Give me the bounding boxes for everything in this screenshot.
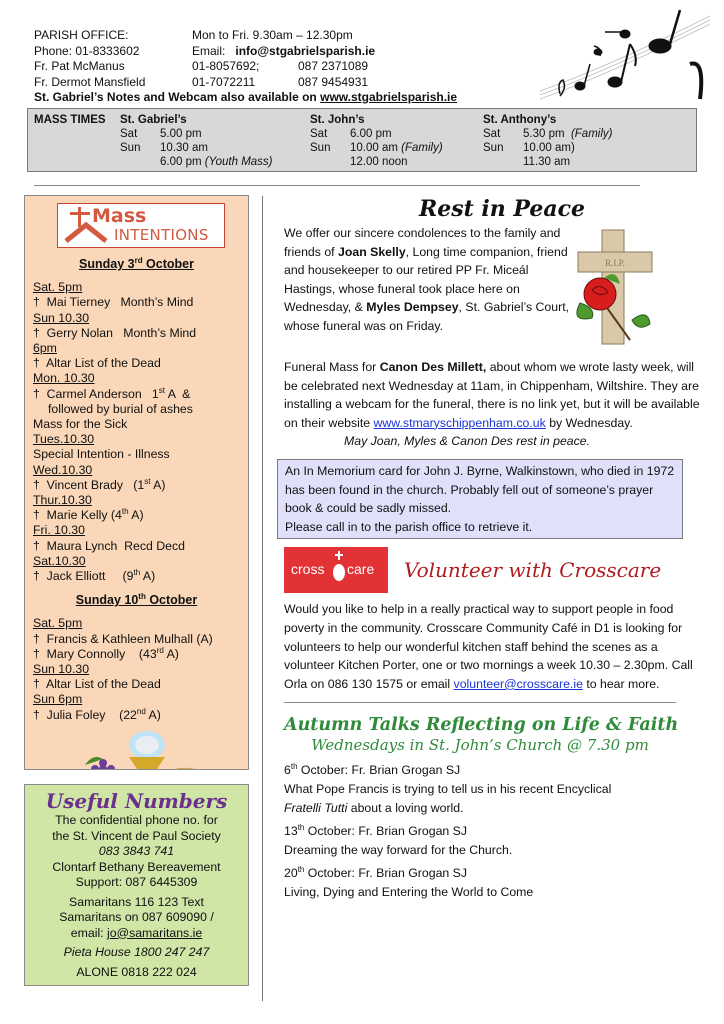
rip-text-part: We offer our sincere condolences to the family and friends of (284, 226, 561, 259)
week-heading-text: Sunday 10 (75, 593, 139, 608)
crosscare-logo (284, 547, 388, 593)
week-heading-sup: th (138, 592, 146, 602)
intention-item: † Gerry Nolan Month’s Mind (33, 325, 197, 340)
mass-slot-time: Sun 10.30 (33, 310, 90, 325)
crosscare-text-part: Would you like to help in a really practical way to support people in food poverty in the community. Crosscare Community Café in D1 is looking for volunteers to help our wonderful kitchen staff behind the scenes as a volunteer Kitchen Porter, one or two mornings a week 10.30 – 2.30pm. Call Orla on 086 130 1575 or email (284, 602, 693, 691)
rip-cross-rose-icon (570, 228, 660, 346)
talk-date-speaker: 13th October: Fr. Brian Grogan SJ (284, 823, 468, 839)
ordinal-suffix: th (121, 507, 129, 517)
memoriam-text: Please call in to the parish office to retrieve it. (285, 519, 533, 534)
bethany-text: Clontarf Bethany Bereavement (52, 859, 221, 874)
autumn-talks-list (277, 761, 705, 901)
talk-item (284, 864, 705, 901)
week-heading-text: October (142, 257, 194, 271)
mass-day: Sun (310, 142, 331, 154)
autumn-title: Autumn Talks Reflecting on Life & Faith (284, 715, 679, 736)
crosscare-header (277, 546, 707, 594)
deceased-name: Joan Skelly (338, 244, 406, 259)
funeral-text-part: Funeral Mass for (284, 360, 380, 374)
intention-item: † Jack Elliott (9th A) (33, 567, 156, 584)
autumn-talks-heading (277, 715, 679, 755)
priest-name: Fr. Pat McManus (34, 59, 125, 73)
mass-slot-time: Tues.10.30 (33, 432, 95, 447)
intentions-list (33, 280, 248, 584)
right-column (277, 194, 707, 906)
intentions-list (33, 616, 248, 722)
logo-mass-text: Mass (92, 205, 147, 227)
intention-item: Special Intention - Illness (33, 447, 170, 462)
rip-label: R.I.P. (605, 258, 625, 268)
office-hours: Mon to Fri. 9.30am – 12.30pm (192, 28, 353, 42)
church-name: St. John’s (310, 114, 365, 126)
mass-time: 10.30 am (160, 142, 208, 154)
church-st-anthonys (483, 113, 688, 169)
svp-text: the St. Vincent de Paul Society (52, 828, 221, 843)
mass-day: Sat (483, 128, 501, 140)
ordinal-suffix: th (297, 865, 305, 875)
intention-item: † Francis & Kathleen Mulhall (A) (33, 631, 213, 646)
closing-prayer: May Joan, Myles & Canon Des rest in peace. (344, 434, 591, 449)
divider (34, 185, 640, 186)
mass-time: 6.00 pm (350, 128, 392, 140)
autumn-subtitle: Wednesdays in St. John’s Church @ 7.30 pm (311, 736, 649, 755)
mass-time: 12.00 noon (350, 156, 408, 168)
memoriam-text: An In Memorium card for John J. Byrne, Walkinstown, who died in 1972 has been found in the church. Probably fell out of someone’s prayer book & could be sadly missed. (285, 463, 675, 516)
talk-description: Dreaming the way forward for the Church. (284, 842, 513, 857)
mass-times-label: MASS TIMES (34, 114, 106, 126)
mass-time: 6.00 pm (160, 156, 202, 168)
column-divider (262, 196, 263, 1001)
alone-phone: ALONE 0818 222 024 (76, 964, 197, 979)
ordinal-suffix: th (297, 823, 305, 832)
ordinal-suffix: st (158, 385, 166, 395)
funeral-text-part: about whom we wrote lasty week, will be celebrated next Wednesday at 11am, in Chippenham, Wiltshire. They are installing a webcam for the funeral, there is no link yet, but it will be available on their website (284, 360, 700, 430)
week-heading (33, 257, 240, 272)
intention-item: † Vincent Brady (1st A) (33, 476, 166, 492)
church-name: St. Gabriel’s (120, 114, 187, 126)
staff-lines (540, 16, 710, 99)
priest-phone: 01-8057692; (192, 59, 260, 73)
funeral-text-part: by Wednesday. (545, 415, 633, 430)
mass-time: 5.00 pm (160, 128, 202, 140)
mass-day: Sat (120, 128, 138, 140)
deceased-name: Canon Des Millett, (379, 360, 487, 374)
logo-intentions-text: INTENTIONS (114, 226, 209, 244)
cross-icon-bar (70, 212, 90, 215)
email-line (192, 44, 375, 60)
cross-icon (338, 551, 340, 560)
logo-text: care (347, 561, 375, 578)
rip-text-part: , Long time companion, friend and housekeeper to our retired PP Fr. Miceál Hastings, whose funeral took place here on Wednesday, & (284, 244, 568, 315)
svp-phone: 083 3843 741 (98, 844, 175, 858)
crosscare-text-part: to hear more. (582, 676, 660, 691)
mass-note: (Family) (401, 142, 443, 154)
music-notes-image (520, 4, 720, 104)
mass-slot-time: Thur.10.30 (33, 493, 92, 508)
intention-item: † Maura Lynch Recd Decd (33, 538, 185, 553)
church-st-johns (310, 113, 475, 169)
mass-slot-time: Sat. 5pm (33, 616, 83, 631)
mass-slot-time: Sun 6pm (33, 692, 83, 707)
mass-time: 10.00 am (350, 142, 398, 154)
church-name: St. Anthony’s (483, 114, 557, 126)
intention-item: † Carmel Anderson 1st A & (33, 385, 191, 401)
encyclical-title: Fratelli Tutti (284, 800, 348, 815)
intention-item: † Altar List of the Dead (33, 356, 161, 371)
parish-website-link[interactable]: www.stgabrielsparish.ie (320, 90, 458, 104)
divider (284, 702, 676, 703)
talk-description: Living, Dying and Entering the World to Come (284, 884, 534, 899)
email-label: Email: (192, 43, 226, 58)
intention-item: † Altar List of the Dead (33, 677, 161, 692)
useful-numbers-box (24, 784, 249, 986)
mass-slot-time: Mon. 10.30 (33, 371, 95, 386)
mass-slot-time: Sun 10.30 (33, 662, 90, 677)
mass-day (483, 155, 523, 169)
parish-office-info (34, 28, 504, 106)
samaritans-text: Samaritans 116 123 Text (69, 894, 204, 909)
ordinal-suffix: rd (156, 645, 164, 655)
week-heading-sup: rd (134, 255, 143, 265)
week-heading-text: October (145, 593, 198, 608)
week-heading-text: Sunday 3 (79, 257, 135, 271)
mass-times-box (27, 108, 697, 172)
intention-item: † Mary Connolly (43rd A) (33, 645, 179, 661)
mass-day (310, 155, 350, 169)
mass-time: 5.30 pm (523, 128, 565, 140)
mass-day: Sat (310, 128, 328, 140)
intention-item: † Marie Kelly (4th A) (33, 507, 144, 523)
cross-icon-bar (335, 554, 343, 556)
useful-numbers-title: Useful Numbers (45, 789, 228, 813)
logo-text: cross (291, 561, 325, 578)
talk-description: What Pope Francis is trying to tell us in his recent Encyclical (284, 781, 612, 796)
intention-item: followed by burial of ashes (48, 401, 193, 416)
office-email[interactable]: info@stgabrielsparish.ie (235, 43, 376, 58)
church-st-gabriels (120, 113, 300, 169)
notes-line (34, 90, 504, 106)
funeral-paragraph (277, 358, 705, 451)
pieta-house: Pieta House 1800 247 247 (63, 945, 210, 959)
ordinal-suffix: th (290, 762, 298, 772)
egg-shape (333, 564, 345, 581)
ordinal-suffix: th (133, 567, 141, 577)
samaritans-email-line (25, 926, 248, 942)
in-memoriam-notice (277, 459, 683, 539)
mass-intentions-box (24, 195, 249, 770)
talk-item (284, 761, 705, 817)
mass-slot-time: 6pm (33, 341, 57, 356)
samaritans-text: Samaritans on 087 609090 / (59, 910, 214, 924)
priest-name: Fr. Dermot Mansfield (34, 74, 146, 89)
rip-text-part: , St. Gabriel’s Court, whose funeral was on Friday. (284, 300, 570, 333)
office-label: PARISH OFFICE: (34, 28, 129, 42)
stmarys-website-link[interactable]: www.stmaryschippenham.co.uk (373, 415, 546, 430)
mass-slot-time: Wed.10.30 (33, 462, 93, 477)
notes-text: St. Gabriel’s Notes and Webcam also available on (34, 90, 317, 104)
rest-in-peace-title: Rest in Peace (418, 196, 586, 222)
svp-text: The confidential phone no. for (55, 813, 218, 827)
mass-slot-time: Sat. 5pm (33, 280, 83, 295)
intention-item: † Mai Tierney Month’s Mind (33, 295, 194, 310)
talk-date-speaker: 6th October: Fr. Brian Grogan SJ (284, 762, 461, 778)
mass-slot-time: Fri. 10.30 (33, 523, 85, 538)
mass-slot-time: Sat.10.30 (33, 553, 86, 568)
week-heading (33, 593, 240, 608)
mass-day (120, 155, 160, 169)
ordinal-suffix: nd (136, 706, 146, 716)
crosscare-email-link[interactable]: volunteer@crosscare.ie (453, 676, 583, 691)
mass-note: (Family) (570, 128, 613, 140)
office-phone: Phone: 01-8333602 (34, 43, 140, 58)
mass-day: Sun (483, 142, 504, 154)
priest-phone: 01-7072211 (192, 74, 256, 89)
priest-mobile: 087 2371089 (298, 59, 369, 73)
eucharist-image (65, 729, 215, 770)
mass-time: 11.30 am (523, 156, 571, 168)
bethany-phone: Support: 087 6445309 (75, 875, 198, 889)
mass-day: Sun (120, 142, 141, 154)
email-label: email: (70, 925, 108, 940)
crosscare-title: Volunteer with Crosscare (404, 558, 662, 583)
priest-mobile: 087 9454931 (298, 74, 369, 89)
mass-time: 10.00 am) (523, 142, 575, 154)
talk-item (284, 822, 705, 859)
samaritans-email-link[interactable]: jo@samaritans.ie (107, 925, 203, 940)
mass-note: (Youth Mass) (204, 156, 273, 168)
rip-paragraph (284, 224, 576, 336)
rip-section (277, 224, 707, 352)
ordinal-suffix: st (144, 476, 151, 486)
talk-date-speaker: 20th October: Fr. Brian Grogan SJ (284, 865, 468, 881)
talk-description: Fratelli Tutti about a loving world. (284, 800, 464, 815)
mass-intentions-logo (57, 203, 225, 248)
intention-item: Mass for the Sick (33, 417, 128, 432)
deceased-name: Myles Dempsey (366, 300, 459, 315)
crosscare-paragraph (277, 600, 705, 693)
intention-item: † Julia Foley (22nd A) (33, 706, 161, 722)
